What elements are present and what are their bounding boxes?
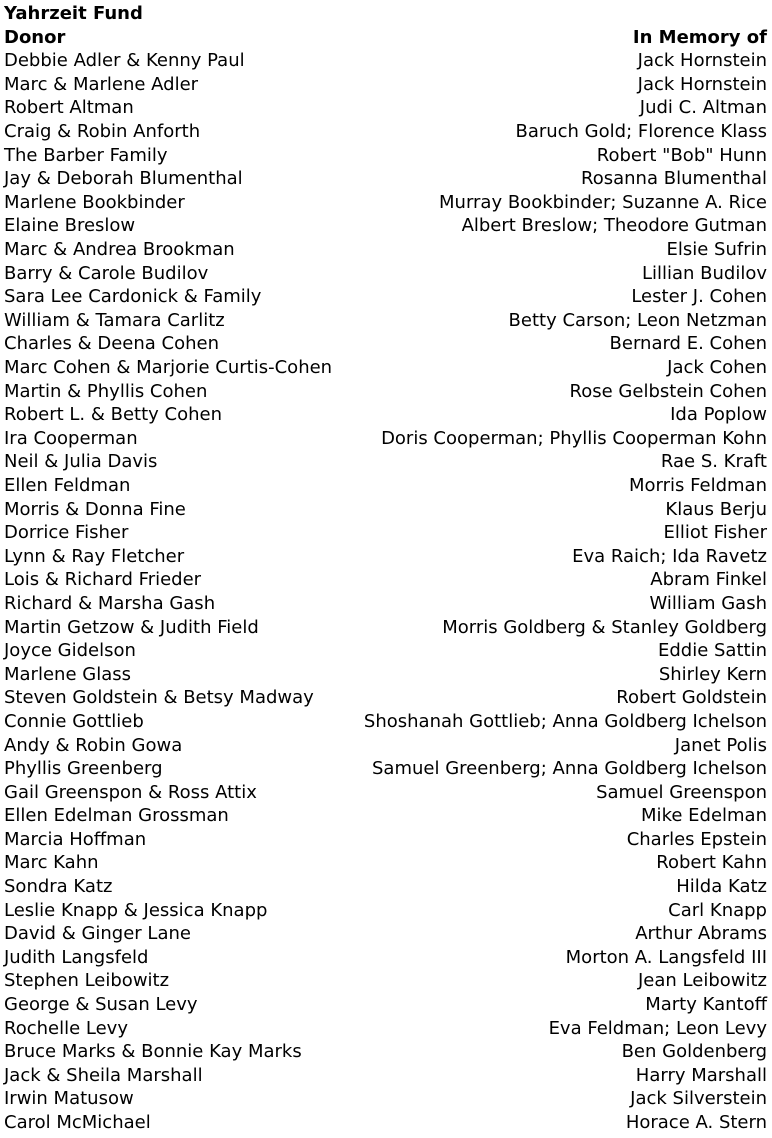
- in-memory-of-name: Robert Kahn: [656, 852, 767, 874]
- in-memory-of-name: Elliot Fisher: [663, 522, 767, 544]
- donor-name: Ellen Edelman Grossman: [4, 805, 229, 827]
- donor-name: Sara Lee Cardonick & Family: [4, 286, 262, 308]
- table-row: [4, 144, 767, 168]
- in-memory-of-name: Murray Bookbinder; Suzanne A. Rice: [439, 191, 767, 213]
- in-memory-of-name: Morton A. Langsfeld III: [565, 946, 767, 968]
- table-row: [4, 969, 767, 993]
- in-memory-of-name: Jack Silverstein: [630, 1088, 767, 1110]
- in-memory-of-name: Janet Polis: [674, 734, 767, 756]
- donor-name: Craig & Robin Anforth: [4, 121, 201, 143]
- in-memory-of-name: Horace A. Stern: [625, 1112, 767, 1133]
- donor-name: Debbie Adler & Kenny Paul: [4, 50, 245, 72]
- donor-name: George & Susan Levy: [4, 994, 198, 1016]
- donor-name: Phyllis Greenberg: [4, 758, 163, 780]
- donor-name: Marc & Marlene Adler: [4, 73, 199, 95]
- table-row: [4, 851, 767, 875]
- table-row: [4, 238, 767, 262]
- in-memory-of-name: Charles Epstein: [626, 828, 767, 850]
- in-memory-of-name: Rose Gelbstein Cohen: [569, 380, 767, 402]
- in-memory-of-name: Samuel Greenspon: [596, 781, 767, 803]
- table-row: [4, 946, 767, 970]
- table-row: [4, 545, 767, 569]
- table-row: [4, 734, 767, 758]
- table-row: [4, 262, 767, 286]
- table-row: [4, 710, 767, 734]
- donor-name: Marc Cohen & Marjorie Curtis-Cohen: [4, 357, 333, 378]
- donor-name: Gail Greenspon & Ross Attix: [4, 781, 257, 803]
- in-memory-of-name: Morris Feldman: [629, 474, 767, 496]
- in-memory-of-name: Arthur Abrams: [635, 923, 767, 945]
- table-row: [4, 427, 767, 451]
- table-row: [4, 49, 767, 73]
- table-row: [4, 356, 767, 380]
- memory-column-header: In Memory of: [632, 26, 767, 48]
- in-memory-of-name: Eva Raich; Ida Ravetz: [572, 545, 767, 567]
- donor-column-header: Donor: [4, 26, 66, 48]
- table-row: [4, 899, 767, 923]
- table-row: [4, 191, 767, 215]
- in-memory-of-name: Harry Marshall: [635, 1064, 767, 1086]
- donor-name: The Barber Family: [4, 144, 168, 166]
- table-row: [4, 450, 767, 474]
- donor-name: Irwin Matusow: [4, 1088, 134, 1110]
- in-memory-of-name: Abram Finkel: [650, 569, 767, 591]
- donor-name: Carol McMichael: [4, 1112, 151, 1133]
- donor-name: Judith Langsfeld: [4, 946, 149, 968]
- table-row: [4, 403, 767, 427]
- in-memory-of-name: Rae S. Kraft: [660, 451, 767, 473]
- in-memory-of-name: Bernard E. Cohen: [609, 333, 767, 355]
- table-row: [4, 616, 767, 640]
- donor-name: Jack & Sheila Marshall: [4, 1064, 203, 1086]
- table-row: [4, 1040, 767, 1064]
- in-memory-of-name: Doris Cooperman; Phyllis Cooperman Kohn: [381, 427, 767, 449]
- donor-name: Elaine Breslow: [4, 215, 136, 237]
- table-row: [4, 804, 767, 828]
- in-memory-of-name: Lester J. Cohen: [631, 286, 767, 308]
- table-row: [4, 214, 767, 238]
- in-memory-of-name: Marty Kantoff: [645, 994, 767, 1016]
- donor-name: Ellen Feldman: [4, 474, 131, 496]
- in-memory-of-name: Jack Hornstein: [637, 73, 767, 95]
- in-memory-of-name: Hilda Katz: [676, 876, 767, 898]
- in-memory-of-name: Jack Cohen: [667, 357, 767, 378]
- donor-name: Marc Kahn: [4, 852, 99, 874]
- donor-name: Connie Gottlieb: [4, 710, 144, 732]
- in-memory-of-name: Lillian Budilov: [641, 262, 767, 284]
- table-row: [4, 285, 767, 309]
- table-row: [4, 498, 767, 522]
- table-row: [4, 568, 767, 592]
- table-row: [4, 639, 767, 663]
- donor-name: Lynn & Ray Fletcher: [4, 545, 185, 567]
- in-memory-of-name: Elsie Sufrin: [666, 239, 767, 261]
- donor-name: Charles & Deena Cohen: [4, 333, 219, 355]
- table-row: [4, 1064, 767, 1088]
- donor-name: Dorrice Fisher: [4, 522, 129, 544]
- in-memory-of-name: Betty Carson; Leon Netzman: [508, 309, 767, 331]
- table-row: [4, 120, 767, 144]
- table-row: [4, 592, 767, 616]
- donor-name: Martin & Phyllis Cohen: [4, 380, 208, 402]
- table-row: [4, 73, 767, 97]
- donor-name: Stephen Leibowitz: [4, 970, 170, 992]
- donor-name: Marlene Bookbinder: [4, 191, 185, 213]
- in-memory-of-name: Ida Poplow: [670, 404, 767, 426]
- in-memory-of-name: Morris Goldberg & Stanley Goldberg: [442, 616, 767, 638]
- in-memory-of-name: Eva Feldman; Leon Levy: [548, 1017, 767, 1039]
- donor-name: David & Ginger Lane: [4, 923, 191, 945]
- donor-name: Richard & Marsha Gash: [4, 592, 216, 614]
- table-row: [4, 1111, 767, 1135]
- table-row: [4, 828, 767, 852]
- donor-name: Jay & Deborah Blumenthal: [4, 168, 243, 190]
- donor-name: Barry & Carole Budilov: [4, 262, 209, 284]
- in-memory-of-name: Jack Hornstein: [637, 50, 767, 72]
- table-row: [4, 380, 767, 404]
- fund-title: Yahrzeit Fund: [4, 3, 143, 24]
- table-row: [4, 96, 767, 120]
- donor-name: Lois & Richard Frieder: [4, 569, 202, 591]
- table-row: [4, 686, 767, 710]
- table-row: [4, 1017, 767, 1041]
- donor-name: Ira Cooperman: [4, 427, 138, 449]
- donor-name: Andy & Robin Gowa: [4, 734, 183, 756]
- in-memory-of-name: Mike Edelman: [641, 805, 767, 827]
- donor-list: [4, 49, 767, 1134]
- donor-name: Marcia Hoffman: [4, 828, 147, 850]
- in-memory-of-name: Shirley Kern: [658, 663, 767, 685]
- table-row: [4, 309, 767, 333]
- in-memory-of-name: Judi C. Altman: [639, 97, 767, 119]
- donor-name: Marlene Glass: [4, 663, 131, 685]
- table-row: [4, 332, 767, 356]
- donor-name: Neil & Julia Davis: [4, 451, 158, 473]
- donor-name: Bruce Marks & Bonnie Kay Marks: [4, 1041, 302, 1063]
- table-row: [4, 875, 767, 899]
- in-memory-of-name: Ben Goldenberg: [621, 1041, 767, 1063]
- donor-name: Leslie Knapp & Jessica Knapp: [4, 899, 268, 921]
- table-row: [4, 521, 767, 545]
- in-memory-of-name: Jean Leibowitz: [638, 970, 767, 992]
- donor-name: Sondra Katz: [4, 876, 113, 898]
- table-row: [4, 663, 767, 687]
- table-row: [4, 781, 767, 805]
- in-memory-of-name: Baruch Gold; Florence Klass: [515, 121, 767, 143]
- table-row: [4, 1087, 767, 1111]
- table-row: [4, 993, 767, 1017]
- in-memory-of-name: Rosanna Blumenthal: [581, 168, 767, 190]
- in-memory-of-name: Robert Goldstein: [616, 687, 767, 709]
- donor-name: William & Tamara Carlitz: [4, 309, 225, 331]
- in-memory-of-name: Shoshanah Gottlieb; Anna Goldberg Ichelson: [363, 710, 767, 732]
- table-row: [4, 757, 767, 781]
- donor-name: Steven Goldstein & Betsy Madway: [4, 687, 314, 709]
- in-memory-of-name: Albert Breslow; Theodore Gutman: [461, 215, 767, 237]
- donor-name: Robert Altman: [4, 97, 134, 119]
- in-memory-of-name: Klaus Berju: [665, 498, 767, 520]
- donor-name: Joyce Gidelson: [4, 640, 136, 662]
- donor-name: Rochelle Levy: [4, 1017, 128, 1039]
- in-memory-of-name: Carl Knapp: [668, 899, 767, 921]
- table-row: [4, 922, 767, 946]
- donor-name: Marc & Andrea Brookman: [4, 239, 235, 261]
- donor-name: Robert L. & Betty Cohen: [4, 404, 223, 426]
- donor-name: Martin Getzow & Judith Field: [4, 616, 259, 638]
- in-memory-of-name: Eddie Sattin: [657, 640, 767, 662]
- in-memory-of-name: William Gash: [649, 592, 767, 614]
- in-memory-of-name: Robert "Bob" Hunn: [596, 144, 767, 166]
- in-memory-of-name: Samuel Greenberg; Anna Goldberg Ichelson: [372, 758, 767, 780]
- table-row: [4, 167, 767, 191]
- column-header-row: [4, 26, 767, 50]
- donor-name: Morris & Donna Fine: [4, 498, 186, 520]
- table-row: [4, 474, 767, 498]
